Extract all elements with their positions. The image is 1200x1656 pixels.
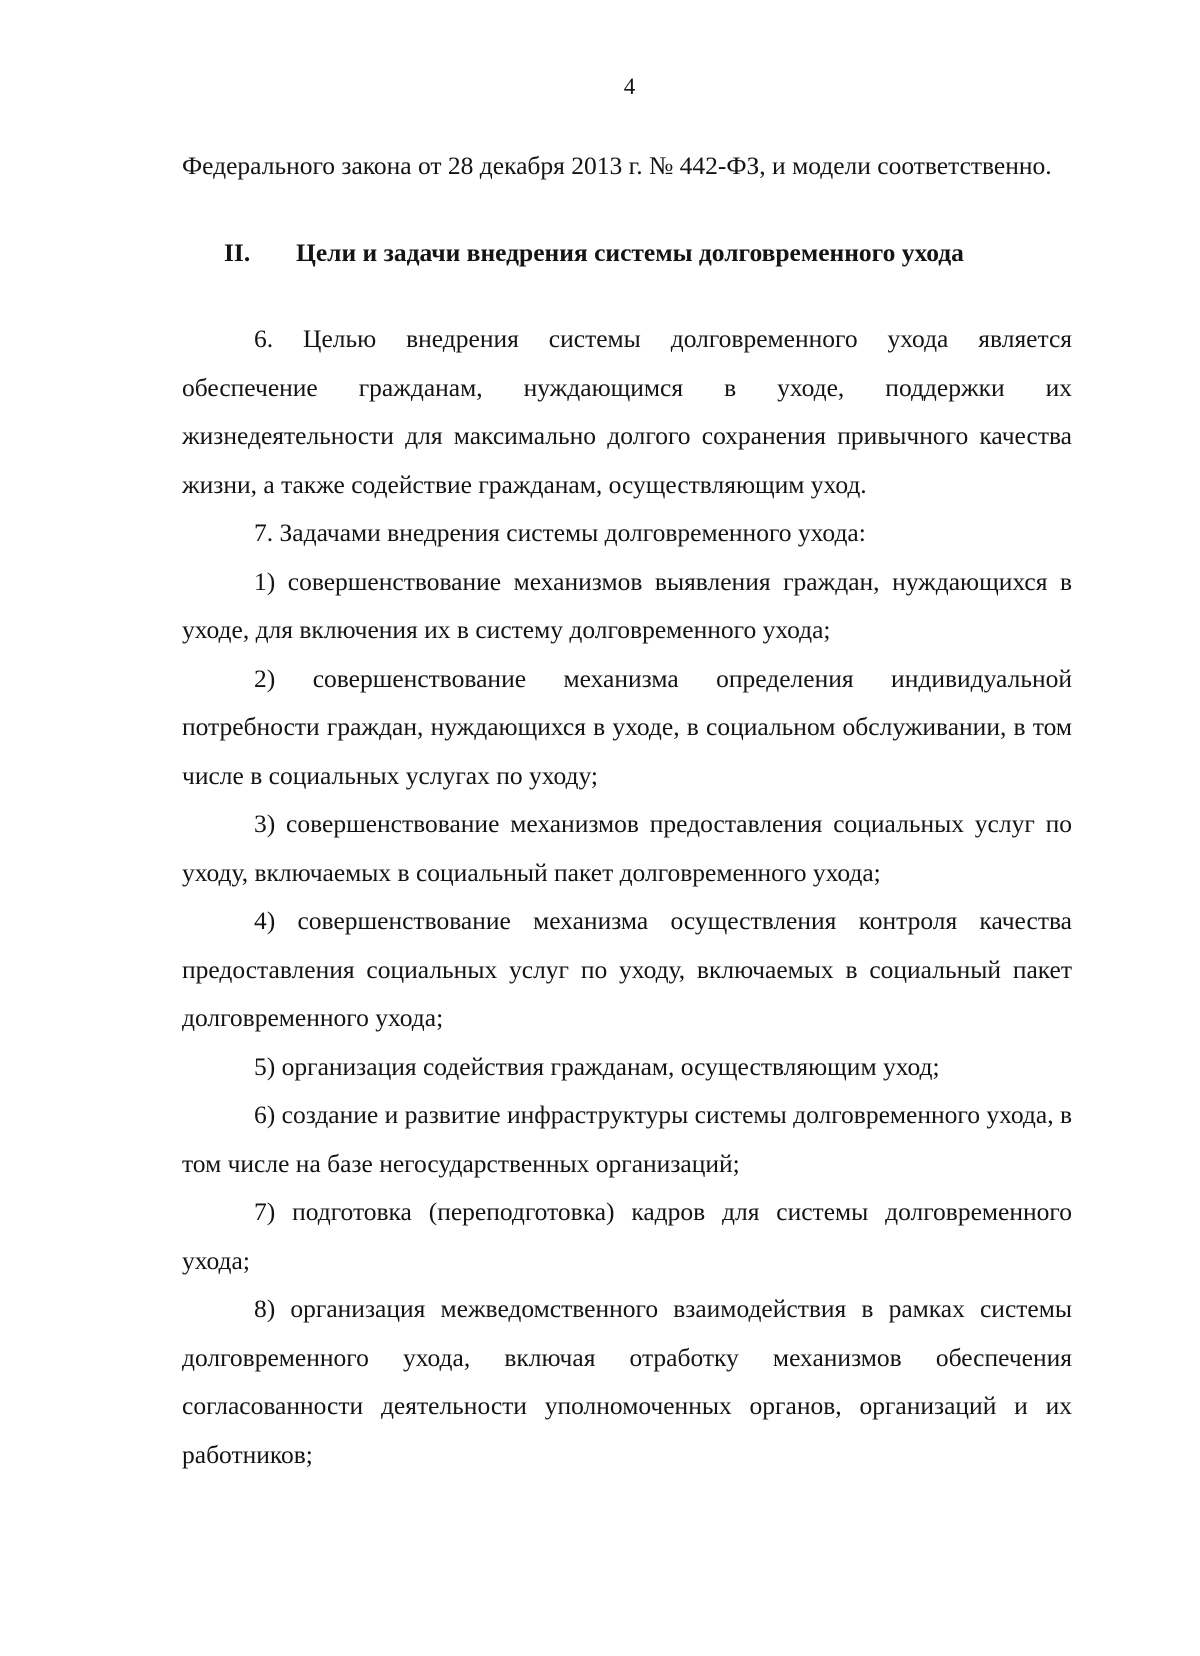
list-item-4: 4) совершенствование механизма осуществления контроля качества предоставления социальных услуг по уходу, включаемых в социальный пакет долговременного ухода;	[182, 906, 1072, 1032]
list-item-3: 3) совершенствование механизмов предоставления социальных услуг по уходу, включаемых в социальный пакет долговременного ухода;	[182, 809, 1072, 887]
document-body	[182, 142, 1072, 1479]
list-item-8: 8) организация межведомственного взаимодействия в рамках системы долговременного ухода, включая отработку механизмов обеспечения согласованности деятельности уполномоченных органов, организаций и их работников;	[182, 1294, 1072, 1469]
list-item-7: 7) подготовка (переподготовка) кадров для системы долговременного ухода;	[182, 1197, 1072, 1275]
list-item-2: 2) совершенствование механизма определения индивидуальной потребности граждан, нуждающихся в уходе, в социальном обслуживании, в том числе в социальных услугах по уходу;	[182, 663, 1072, 790]
list-item-1: 1) совершенствование механизмов выявления граждан, нуждающихся в уходе, для включения их в систему долговременного ухода;	[182, 566, 1072, 644]
paragraph-7: 7. Задачами внедрения системы долговременного ухода:	[254, 518, 866, 547]
list-item-6: 6) создание и развитие инфраструктуры системы долговременного ухода, в том числе на базе негосударственных организаций;	[182, 1100, 1072, 1178]
section-title: Цели и задачи внедрения системы долговременного ухода	[296, 237, 964, 267]
intro-paragraph: Федерального закона от 28 декабря 2013 г. № 442-ФЗ, и модели соответственно.	[182, 151, 1052, 180]
section-heading	[182, 229, 1072, 278]
paragraph-6: 6. Целью внедрения системы долговременного ухода является обеспечение гражданам, нуждающимся в уходе, поддержки их жизнедеятельности для максимально долгого сохранения привычного качества жизни, а также содействие гражданам, осуществляющим уход.	[182, 324, 1072, 499]
page-number: 4	[623, 74, 636, 99]
section-number: II.	[224, 237, 251, 267]
list-item-5: 5) организация содействия гражданам, осуществляющим уход;	[254, 1051, 940, 1081]
